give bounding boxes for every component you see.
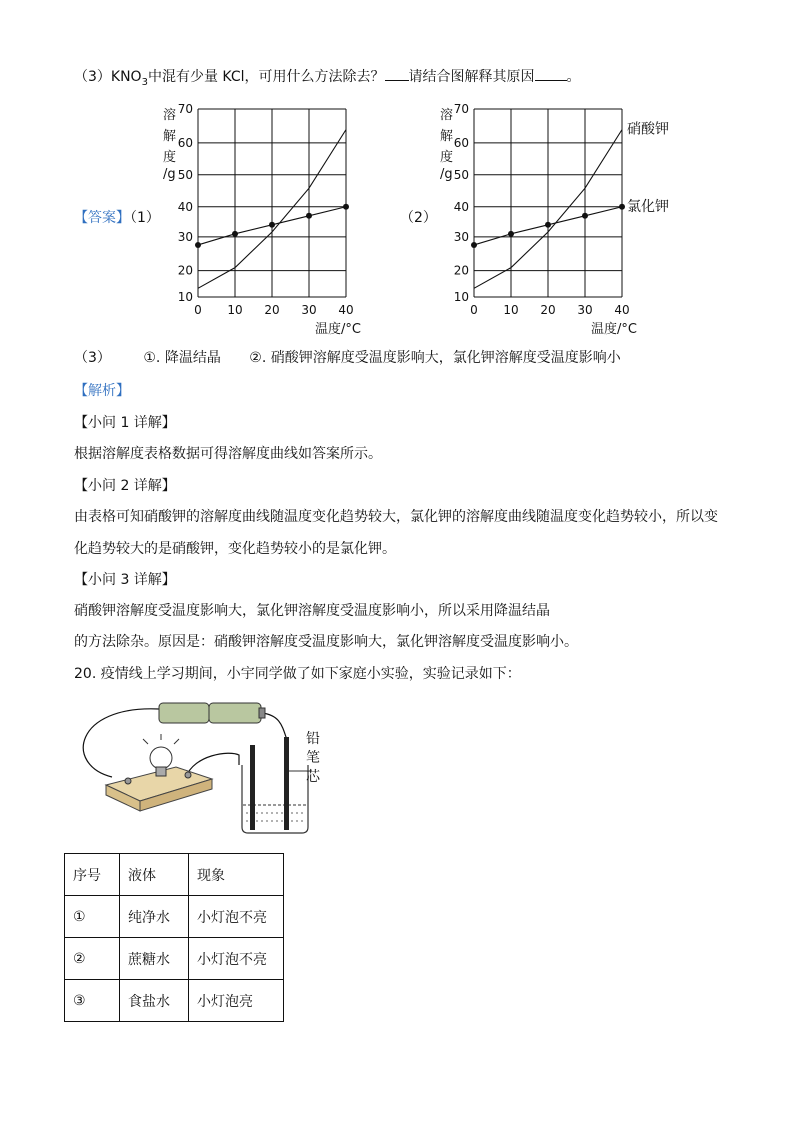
q3-mid: 中混有少量 KCl，可用什么方法除去？ [147,69,385,85]
table-cell: 食盐水 [120,980,189,1022]
table-cell: ② [65,938,120,980]
table-cell: 纯净水 [120,896,189,938]
chart2-ylabel-3: 度 [440,150,454,165]
answer-label [74,207,160,227]
chart2-xlabel: 温度/°C [591,322,637,337]
chart1-ytick-label: 50 [177,167,193,182]
chart1-ytick-label: 70 [177,102,193,116]
chart1-xtick-label: 40 [338,303,354,317]
chart1-xtick-label: 20 [264,303,280,317]
chart1-ylabel-2: 解 [163,129,177,144]
experiment-table [64,853,284,1022]
pencil-lead-2 [284,737,289,830]
label-pencil-2: 笔 [306,750,320,766]
table-cell: 小灯泡不亮 [189,938,284,980]
table-header: 序号 [65,854,120,896]
chart2-ylabel-2: 解 [440,129,454,144]
chart1-series-line-kcl [198,207,346,245]
chart2-series-label: 氯化钾 [627,198,669,215]
chart1-ytick-label: 30 [177,229,193,244]
subq-1-heading: 【小问 1 详解】 [74,415,176,431]
q3-prefix: （3）KNO [74,69,142,85]
light-bulb [150,747,172,769]
answer-3-line [74,347,621,367]
subq-3-text-1: 硝酸钾溶解度受温度影响大，氯化钾溶解度受温度影响小，所以采用降温结晶 [74,603,550,619]
chart2-ylabel-1: 溶 [440,108,454,123]
chart2-xtick-label: 20 [540,303,556,317]
label-pencil-1: 铅 [306,731,320,747]
question-3 [74,66,581,88]
chart1-ytick-label: 60 [177,135,193,150]
label-pencil-3: 芯 [306,769,320,785]
chart2-xtick-label: 30 [577,303,593,317]
chart2-data-point [545,222,551,228]
subq-2-text-2: 化趋势较大的是硝酸钾，变化趋势较小的是氯化钾。 [74,541,396,557]
table-cell: 蔗糖水 [120,938,189,980]
chart1-xtick-label: 30 [301,303,317,317]
table-row [65,896,284,938]
chart1-data-point [232,231,238,237]
table-row [65,980,284,1022]
answer-3-num: （3） [74,350,111,366]
chart2-xtick-label: 10 [503,303,519,317]
subq-3-heading: 【小问 3 详解】 [74,572,176,588]
blank-1 [385,68,409,81]
q3-end: 。 [566,69,581,85]
table-cell: 小灯泡不亮 [189,896,284,938]
answer-3-a: ①. 降温结晶 [143,350,221,366]
chart1-ytick-label: 20 [177,263,193,278]
subq-2-text-1: 由表格可知硝酸钾的溶解度曲线随温度变化趋势较大，氯化钾的溶解度曲线随温度变化趋势较小，所以变 [74,509,718,525]
table-cell: ③ [65,980,120,1022]
chart1-ylabel-3: 度 [163,150,177,165]
answer-3-b: ②. 硝酸钾溶解度受温度影响大，氯化钾溶解度受温度影响小 [249,350,621,366]
chart1-data-point [195,242,201,248]
subq-2-heading: 【小问 2 详解】 [74,478,176,494]
chart2-series-label: 硝酸钾 [627,121,669,138]
question-20: 20. 疫情线上学习期间，小宇同学做了如下家庭小实验，实验记录如下： [74,666,521,682]
chart1-data-point [269,222,275,228]
chart2-ytick-label: 30 [453,229,469,244]
chart2-series-line-kcl [474,207,622,245]
answer-part-1: （1） [130,210,160,226]
chart1-xtick-label: 10 [227,303,243,317]
chart2-data-point [471,242,477,248]
chart2-ytick-label: 20 [453,263,469,278]
chart2-ylabel-4: /g [440,167,453,182]
table-header-row [65,854,284,896]
battery-1 [159,703,209,723]
table-row [65,938,284,980]
chart2-ytick-label: 50 [453,167,469,182]
analysis-tag: 【解析】 [74,383,130,399]
blank-2 [535,68,567,81]
table-cell: ① [65,896,120,938]
chart1-xtick-label: 0 [194,303,202,317]
chart2-xtick-label: 40 [614,303,630,317]
chart1-ylabel-1: 溶 [163,108,177,123]
chart1-data-point [343,204,349,210]
subq-3-text-2: 的方法除杂。原因是：硝酸钾溶解度受温度影响大，氯化钾溶解度受温度影响小。 [74,634,578,650]
chart1-ytick-label: 10 [177,290,193,304]
chart2-data-point [582,213,588,219]
chart2-ytick-label: 10 [453,290,469,304]
answer-part-2: （2） [400,210,437,226]
chart2-ytick-label: 60 [453,135,469,150]
chart2-series-line-kno3 [474,130,622,289]
chart2-data-point [619,204,625,210]
q3-subscript: 3 [141,76,148,88]
answer-tag: 【答案】 [74,210,130,226]
table-cell: 小灯泡亮 [189,980,284,1022]
chart1-data-point [306,213,312,219]
chart2-data-point [508,231,514,237]
chart1-series-line-kno3 [198,130,346,289]
subq-1-text: 根据溶解度表格数据可得溶解度曲线如答案所示。 [74,446,382,462]
q3-mid2: 请结合图解释其原因 [408,69,535,85]
table-header: 现象 [189,854,284,896]
pencil-lead-1 [250,745,255,830]
chart2-xtick-label: 0 [470,303,478,317]
battery-2 [209,703,261,723]
chart2-ytick-label: 40 [453,199,469,214]
chart1-ytick-label: 40 [177,199,193,214]
chart1-xlabel: 温度/°C [315,322,361,337]
table-header: 液体 [120,854,189,896]
chart1-ylabel-4: /g [163,167,176,182]
chart2-ytick-label: 70 [453,102,469,116]
